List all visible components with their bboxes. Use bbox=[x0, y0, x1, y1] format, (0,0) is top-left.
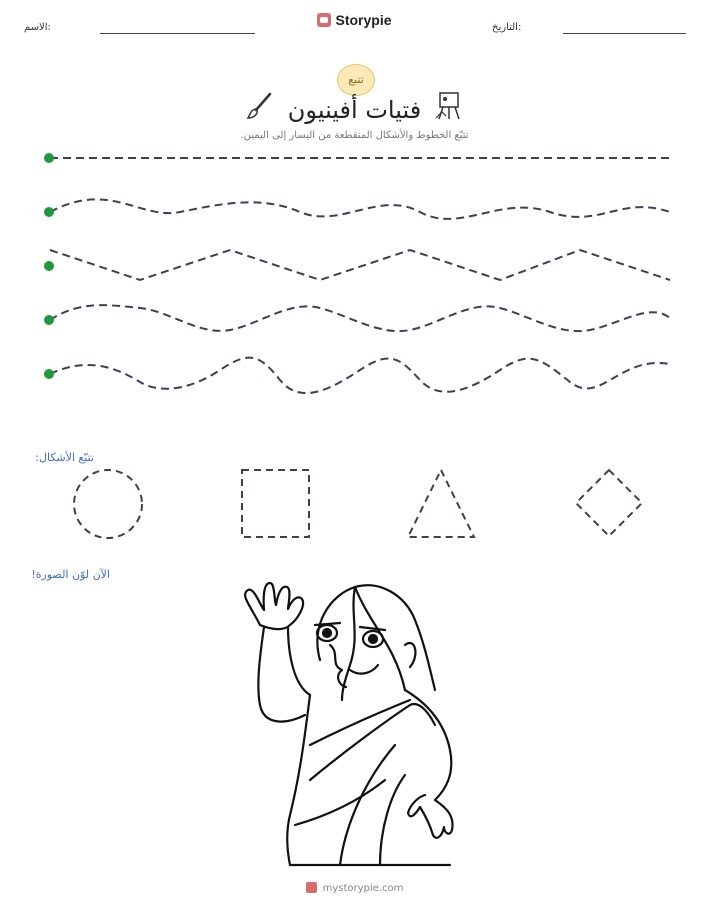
page-title: فتيات أفينيون bbox=[287, 96, 422, 124]
start-dot bbox=[44, 261, 54, 271]
name-label: الاسم: bbox=[24, 22, 51, 33]
start-dot bbox=[44, 207, 54, 217]
name-field-line[interactable] bbox=[100, 33, 255, 34]
instructions-text: تتبّع الخطوط والأشكال المتقطعة من اليسار إلى اليمين. bbox=[240, 130, 469, 141]
paintbrush-icon bbox=[244, 90, 276, 122]
trace-triangle bbox=[408, 470, 474, 537]
date-label: التاريخ: bbox=[492, 22, 522, 33]
trace-diamond bbox=[576, 470, 642, 536]
start-dot bbox=[44, 315, 54, 325]
tracing-shapes bbox=[0, 460, 709, 550]
trace-line-wave-2 bbox=[50, 305, 670, 331]
brand-title bbox=[0, 12, 709, 28]
date-field-line[interactable] bbox=[563, 33, 686, 34]
shapes-section-label: تتبّع الأشكال: bbox=[35, 451, 94, 464]
trace-circle bbox=[74, 470, 142, 538]
start-dot bbox=[44, 153, 54, 163]
brand-name: Storypie bbox=[335, 12, 392, 28]
color-section-label: الآن لوّن الصورة! bbox=[31, 568, 110, 581]
easel-icon bbox=[432, 88, 466, 122]
trace-square bbox=[242, 470, 309, 537]
footer bbox=[0, 882, 709, 894]
storypie-logo-icon bbox=[317, 13, 331, 27]
trace-badge: تتبع bbox=[337, 64, 375, 96]
trace-line-wave-3 bbox=[50, 358, 670, 393]
trace-line-wave-1 bbox=[50, 199, 670, 219]
start-dot bbox=[44, 369, 54, 379]
footer-url[interactable]: mystorypie.com bbox=[322, 883, 404, 894]
storypie-logo-icon bbox=[306, 882, 317, 893]
tracing-lines bbox=[0, 140, 709, 400]
coloring-figure bbox=[230, 575, 480, 870]
trace-line-zigzag bbox=[50, 250, 670, 280]
